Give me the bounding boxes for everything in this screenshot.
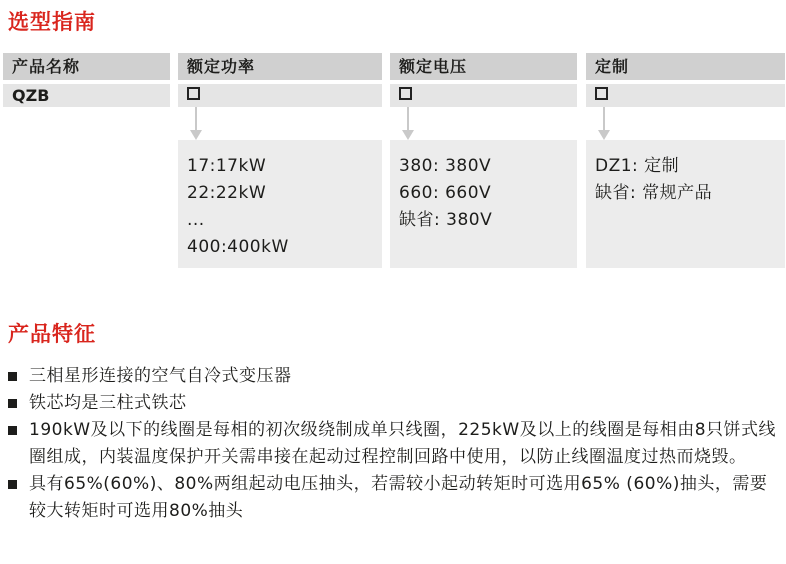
product-code: QZB: [3, 84, 170, 107]
option-value: 660: 660V: [399, 183, 492, 203]
square-bullet-icon: [8, 372, 17, 381]
arrow-down-icon: [399, 107, 417, 140]
option-value: ...: [187, 210, 205, 230]
list-item: [8, 390, 780, 417]
column-header: 额定功率: [178, 53, 382, 80]
options-list: [390, 140, 577, 268]
column-header: 额定电压: [390, 53, 577, 80]
option-value: 缺省: 常规产品: [595, 183, 713, 203]
feature-text: 190kW及以下的线圈是每相的初次级绕制成单只线圈，225kW及以上的线圈是每相由8只饼式线圈组成，内装温度保护开关需串接在起动过程控制回路中使用，以防止线圈温度过热而烧毁。: [29, 420, 777, 467]
option-value: 380: 380V: [399, 156, 492, 176]
option-value: 17:17kW: [187, 156, 267, 176]
list-item: [8, 363, 780, 390]
checkbox-icon: [399, 87, 412, 100]
feature-text: 三相星形连接的空气自冷式变压器: [29, 366, 292, 386]
option-value: 400:400kW: [187, 237, 289, 257]
square-bullet-icon: [8, 480, 17, 489]
column-header: 定制: [586, 53, 785, 80]
list-item: [8, 417, 780, 471]
option-value: 缺省: 380V: [399, 210, 493, 230]
selection-guide-title: 选型指南: [8, 10, 96, 34]
checkbox-icon: [187, 87, 200, 100]
code-placeholder-cell: [178, 84, 382, 107]
code-placeholder-cell: [586, 84, 785, 107]
arrow-down-icon: [595, 107, 613, 140]
feature-text: 具有65%(60%)、80%两组起动电压抽头，若需较小起动转矩时可选用65% (60%)抽头，需要较大转矩时可选用80%抽头: [29, 474, 768, 521]
column-header: 产品名称: [3, 53, 170, 80]
square-bullet-icon: [8, 426, 17, 435]
arrow-down-icon: [187, 107, 205, 140]
product-features-title: 产品特征: [8, 322, 96, 346]
square-bullet-icon: [8, 399, 17, 408]
option-value: DZ1: 定制: [595, 156, 680, 176]
code-placeholder-cell: [390, 84, 577, 107]
product-features-list: [8, 363, 780, 525]
options-list: [586, 140, 785, 268]
list-item: [8, 471, 780, 525]
option-value: 22:22kW: [187, 183, 267, 203]
feature-text: 铁芯均是三柱式铁芯: [29, 393, 187, 413]
options-list: [178, 140, 382, 268]
checkbox-icon: [595, 87, 608, 100]
